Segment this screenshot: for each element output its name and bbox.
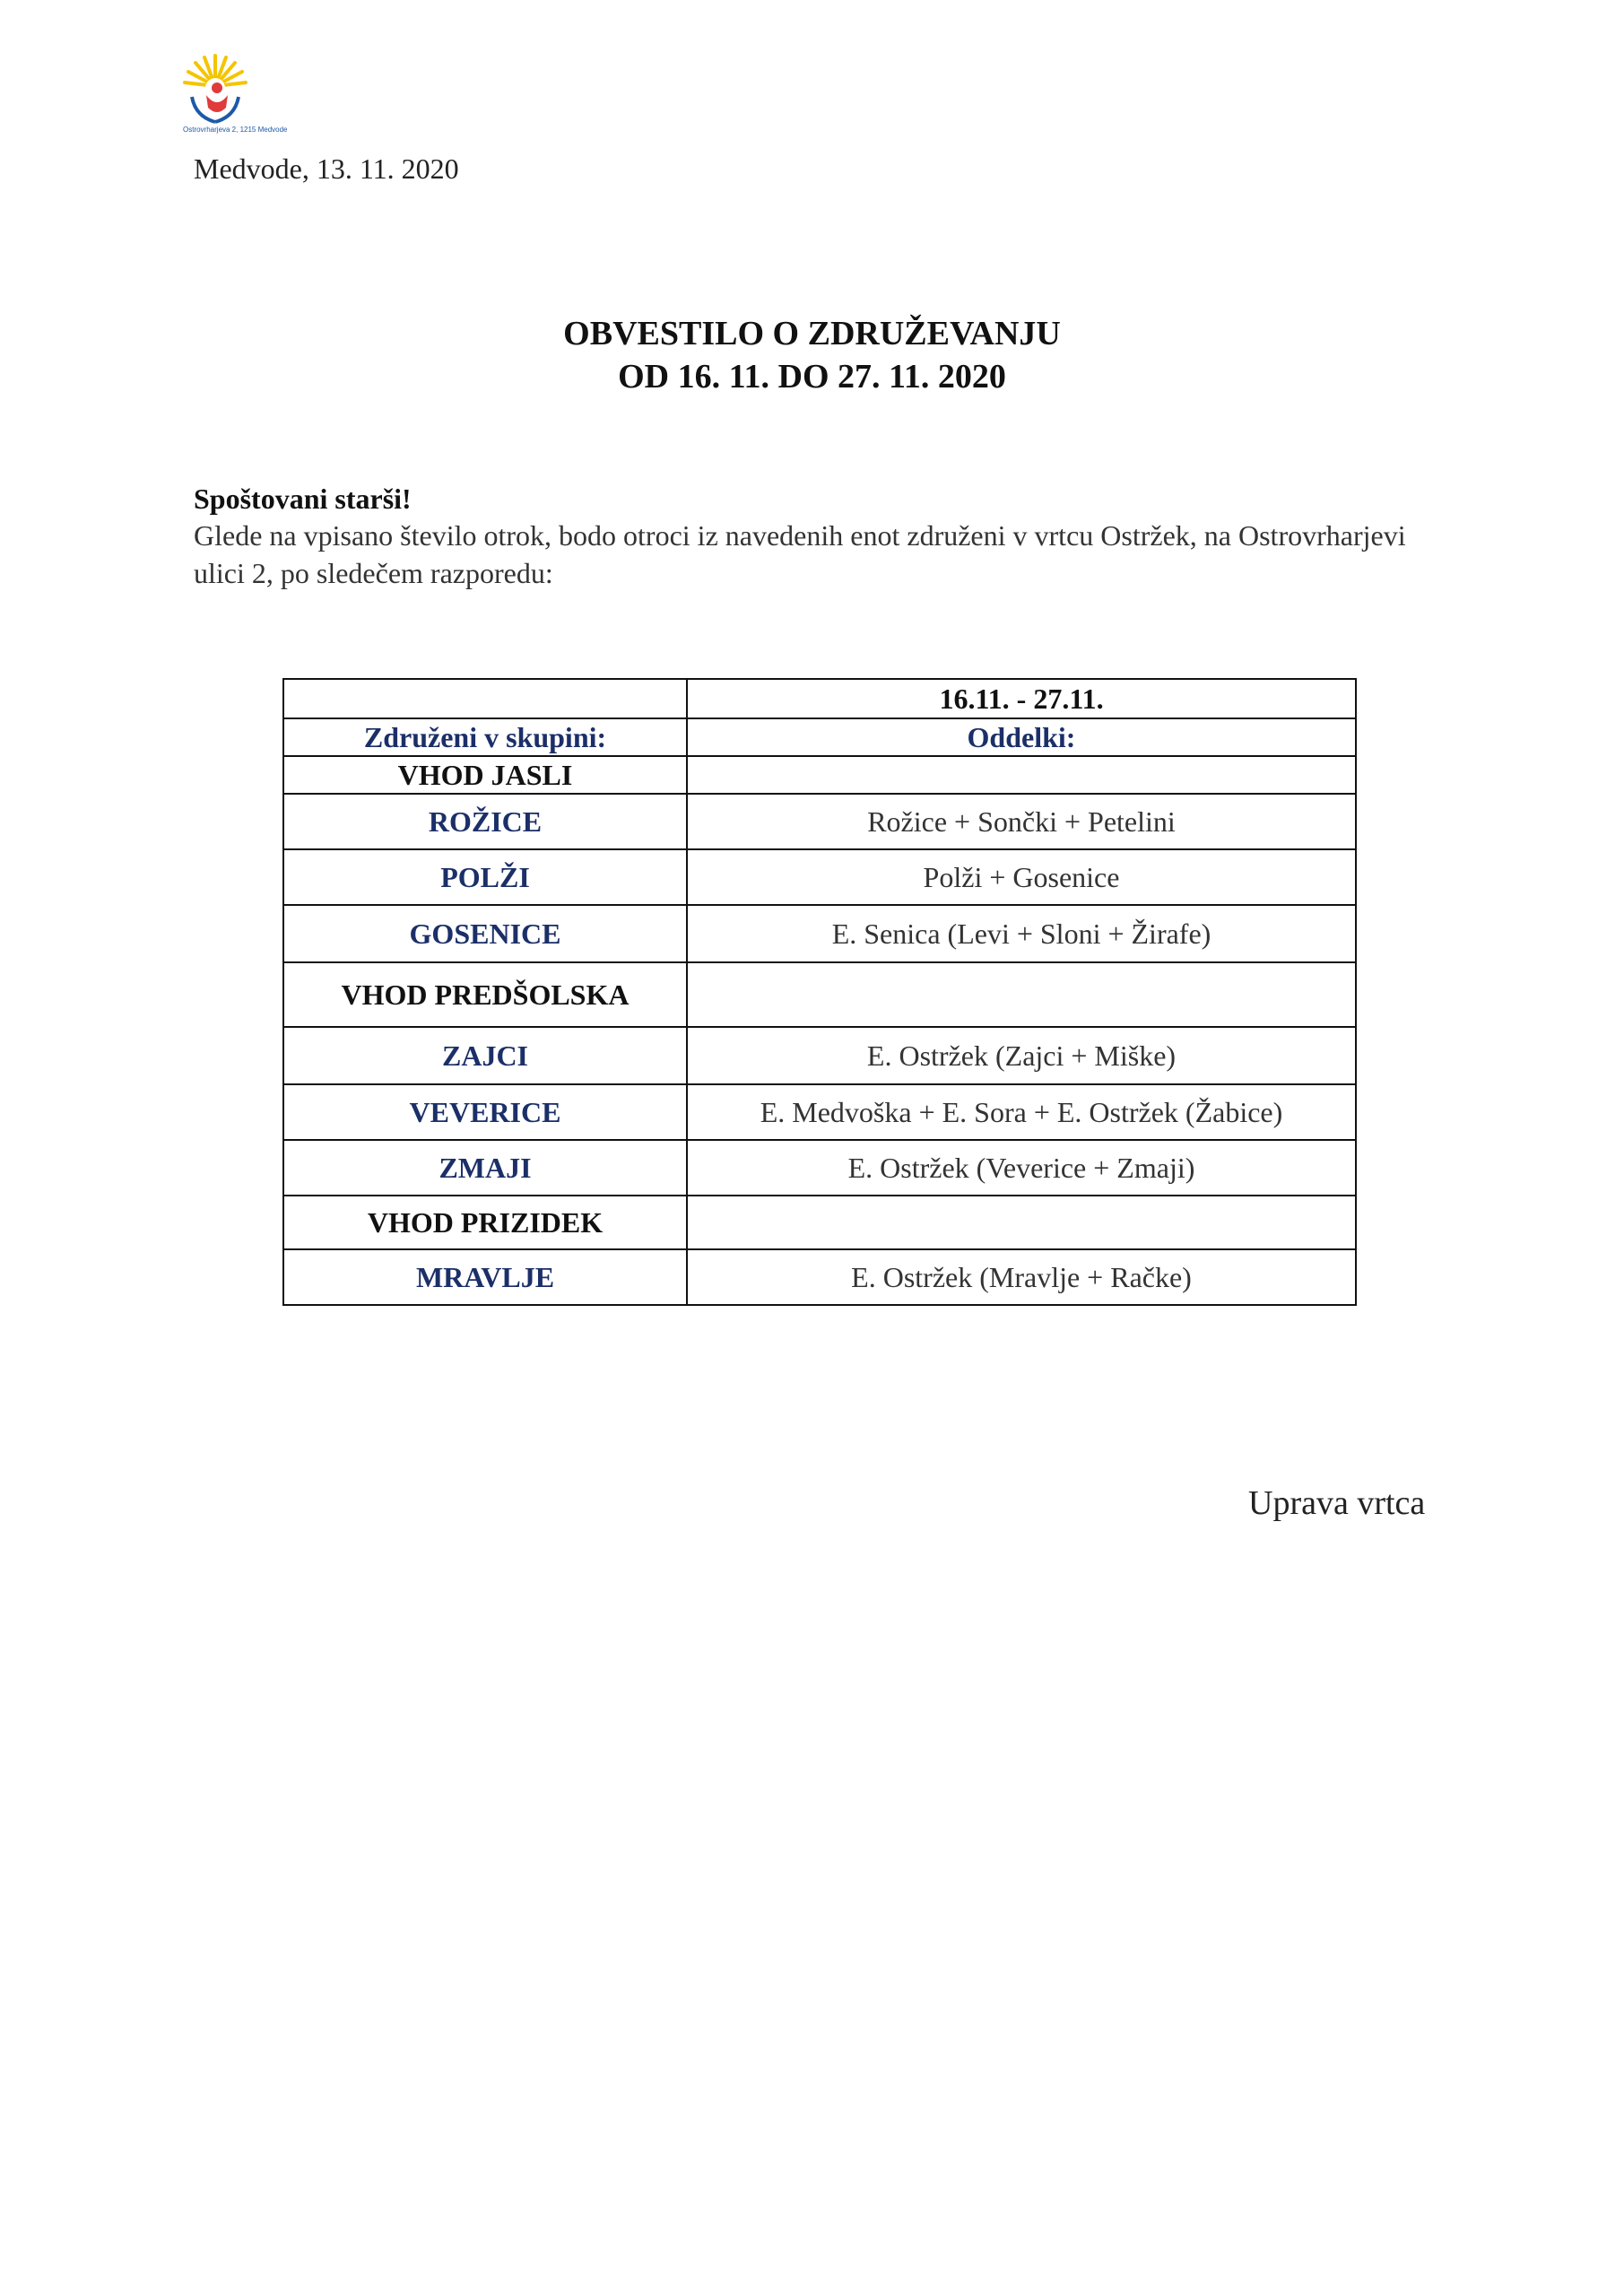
page-title: OBVESTILO O ZDRUŽEVANJU (563, 315, 1061, 352)
entrance-cell: VHOD PRIZIDEK (283, 1196, 687, 1249)
table-row (283, 905, 1356, 962)
table-row (283, 1027, 1356, 1084)
departments-cell: E. Medvoška + E. Sora + E. Ostržek (Žabice) (687, 1084, 1356, 1140)
entrance-cell: VHOD JASLI (283, 756, 687, 794)
logo-address: Ostrovrharjeva 2, 1215 Medvode (183, 126, 288, 134)
group-cell: ZAJCI (283, 1027, 687, 1084)
group-cell: VEVERICE (283, 1084, 687, 1140)
period-header: 16.11. - 27.11. (687, 679, 1356, 718)
table-row (283, 1084, 1356, 1140)
group-cell: MRAVLJE (283, 1249, 687, 1305)
departments-cell: E. Senica (Levi + Sloni + Žirafe) (687, 905, 1356, 962)
group-cell: ZMAJI (283, 1140, 687, 1196)
group-cell: POLŽI (283, 849, 687, 905)
table-row (283, 794, 1356, 849)
table-row (283, 1140, 1356, 1196)
departments-cell (687, 962, 1356, 1027)
departments-cell (687, 756, 1356, 794)
schedule-table (282, 678, 1357, 1306)
table-row (283, 1196, 1356, 1249)
group-cell: GOSENICE (283, 905, 687, 962)
col-header-departments: Oddelki: (687, 718, 1356, 756)
departments-cell: Rožice + Sončki + Petelini (687, 794, 1356, 849)
departments-cell: E. Ostržek (Veverice + Zmaji) (687, 1140, 1356, 1196)
page-subtitle-dates: OD 16. 11. DO 27. 11. 2020 (618, 358, 1006, 396)
table-row (283, 756, 1356, 794)
col-header-groups: Združeni v skupini: (283, 718, 687, 756)
table-row (283, 849, 1356, 905)
table-header-row (283, 718, 1356, 756)
greeting: Spoštovani starši! (194, 483, 412, 515)
table-row (283, 962, 1356, 1027)
departments-cell: E. Ostržek (Mravlje + Račke) (687, 1249, 1356, 1305)
departments-cell: E. Ostržek (Zajci + Miške) (687, 1027, 1356, 1084)
departments-cell (687, 1196, 1356, 1249)
logo-sun-icon (179, 52, 251, 126)
table-period-row (283, 679, 1356, 718)
departments-cell: Polži + Gosenice (687, 849, 1356, 905)
table-row (283, 1249, 1356, 1305)
entrance-cell: VHOD PREDŠOLSKA (283, 962, 687, 1027)
intro-paragraph: Glede na vpisano število otrok, bodo otroci iz navedenih enot združeni v vrtcu Ostržek, na Ostrovrharjevi ulici 2, po sledečem razporedu: (194, 519, 1406, 589)
table-empty-cell (283, 679, 687, 718)
group-cell: ROŽICE (283, 794, 687, 849)
signature: Uprava vrtca (1248, 1484, 1426, 1522)
document-date: Medvode, 13. 11. 2020 (194, 152, 459, 185)
